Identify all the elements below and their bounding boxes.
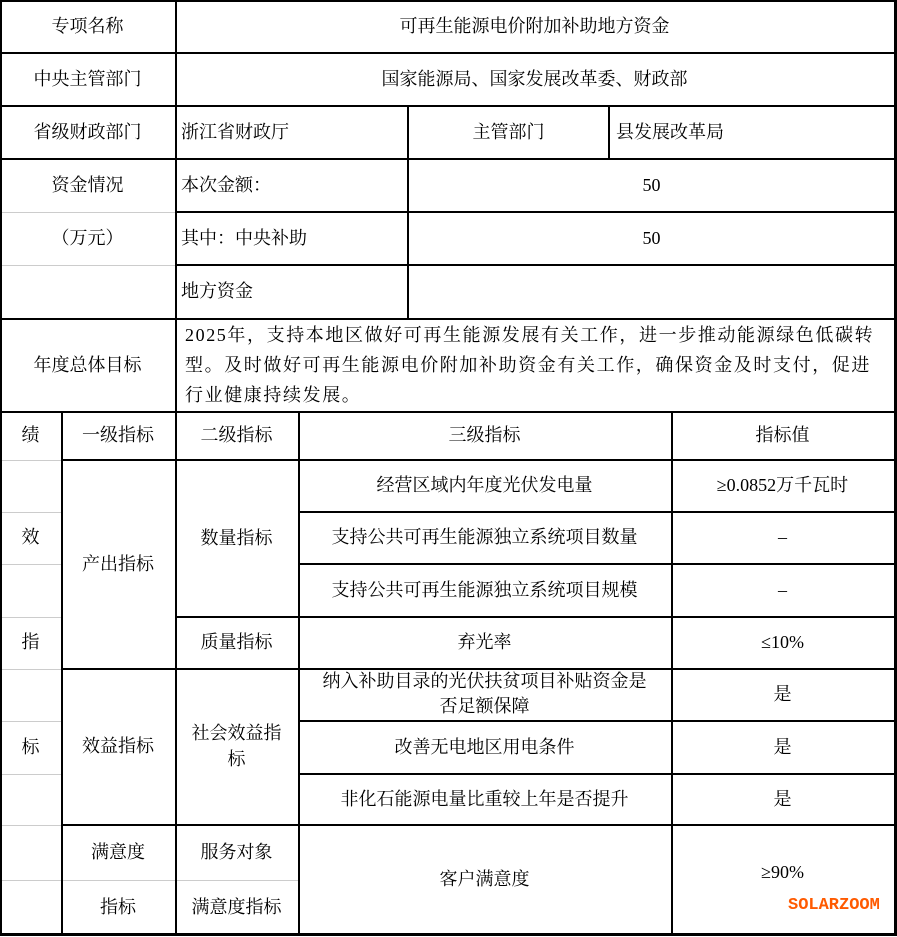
central-subsidy-label: 其中：中央补助	[181, 227, 307, 248]
border-line	[608, 105, 610, 158]
indicator-value-4: ≤10%	[761, 632, 804, 652]
level2-service-line2: 满意度指标	[191, 896, 282, 917]
border-line	[0, 0, 2, 936]
indicator-value-1: ≥0.0852万千瓦时	[716, 475, 849, 495]
grid-line	[2, 825, 61, 826]
local-funds-label: 地方资金	[181, 281, 253, 301]
border-line	[175, 0, 177, 933]
current-amount-label: 本次金额：	[181, 174, 271, 195]
border-line	[298, 720, 894, 722]
level1-satisfaction-line1: 满意度	[91, 842, 145, 862]
indicator-value-7: 是	[773, 788, 792, 809]
border-line	[175, 616, 894, 618]
indicator-value-2: –	[778, 527, 787, 547]
dept-value: 县发展改革局	[616, 121, 724, 142]
indicator-name-3: 支持公共可再生能源独立系统项目规模	[331, 579, 638, 600]
border-line	[177, 211, 894, 213]
header-level3: 三级指标	[448, 425, 521, 445]
border-line	[671, 411, 673, 933]
level2-quality: 质量指标	[200, 632, 273, 652]
grid-line	[2, 512, 61, 513]
local-funds-value	[409, 264, 894, 318]
border-line	[298, 411, 300, 933]
side-label-char-4: 标	[21, 736, 40, 757]
header-value: 指标值	[755, 425, 810, 445]
border-line	[61, 411, 63, 933]
central-dept-value: 国家能源局、国家发展改革委、财政部	[381, 68, 688, 89]
border-line	[0, 158, 894, 160]
border-line	[298, 773, 894, 775]
border-line	[407, 105, 409, 318]
level2-social: 社会效益指标	[191, 723, 282, 769]
indicator-name-6: 改善无电地区用电条件	[394, 736, 575, 757]
indicator-name-1: 经营区域内年度光伏发电量	[376, 475, 593, 495]
level1-output: 产出指标	[82, 553, 154, 574]
indicator-value-5: 是	[773, 684, 792, 704]
grid-line	[2, 669, 61, 670]
side-label-char-3: 指	[21, 632, 40, 652]
watermark: SOLARZOOM	[788, 896, 880, 915]
provincial-dept-value: 浙江省财政厅	[181, 121, 289, 142]
annual-goal-label: 年度总体目标	[33, 354, 142, 375]
side-label-char-2: 效	[21, 527, 40, 547]
indicator-value-3: –	[778, 579, 787, 600]
grid-line	[2, 265, 175, 266]
grid-line	[2, 460, 61, 461]
grid-line	[2, 617, 61, 618]
indicator-name-7: 非化石能源电量比重较上年是否提升	[340, 788, 629, 809]
border-line	[61, 459, 894, 461]
side-label-char-1: 绩	[21, 425, 40, 445]
header-level2: 二级指标	[200, 425, 273, 445]
grid-line	[2, 721, 61, 722]
header-level1: 一级指标	[82, 425, 154, 445]
indicator-value-6: 是	[773, 736, 792, 757]
indicator-name-2: 支持公共可再生能源独立系统项目数量	[331, 527, 638, 547]
level1-benefit: 效益指标	[82, 736, 154, 756]
indicator-name-8: 客户满意度	[439, 868, 530, 889]
grid-line	[2, 212, 175, 213]
border-line	[0, 318, 894, 320]
funding-label-line2: （万元）	[51, 227, 124, 248]
annual-goal-text: 2025年，支持本地区做好可再生能源发展有关工作，进一步推动能源绿色低碳转型。及时做好可再生能源电价附加补助资金有关工作，确保资金及时支付，促进行业健康持续发展。	[185, 325, 875, 405]
grid-line	[2, 564, 61, 565]
border-line	[0, 933, 897, 936]
border-line	[61, 668, 894, 670]
provincial-dept-label: 省级财政部门	[33, 121, 142, 142]
border-line	[298, 563, 894, 565]
border-line	[61, 824, 894, 826]
border-line	[0, 52, 894, 54]
central-subsidy-value: 50	[642, 227, 661, 248]
indicator-name-4: 弃光率	[457, 632, 512, 652]
project-name-label: 专项名称	[51, 16, 124, 36]
level2-service-line1: 服务对象	[200, 842, 273, 862]
indicator-name-5: 纳入补助目录的光伏扶贫项目补贴资金是否足额保障	[322, 671, 647, 716]
indicator-value-8: ≥90%	[761, 861, 804, 882]
grid-line	[2, 774, 61, 775]
central-dept-label: 中央主管部门	[33, 68, 142, 89]
level2-quantity: 数量指标	[200, 527, 273, 548]
funding-label-line1: 资金情况	[51, 174, 124, 195]
border-line	[0, 411, 894, 413]
border-line	[177, 264, 894, 266]
border-line	[0, 105, 894, 107]
project-name-value: 可再生能源电价附加补助地方资金	[399, 16, 670, 36]
level1-satisfaction-line2: 指标	[100, 896, 136, 917]
dept-label: 主管部门	[472, 121, 545, 142]
border-line	[298, 511, 894, 513]
grid-line	[2, 880, 298, 881]
current-amount-value: 50	[642, 174, 661, 195]
border-line	[0, 0, 897, 2]
